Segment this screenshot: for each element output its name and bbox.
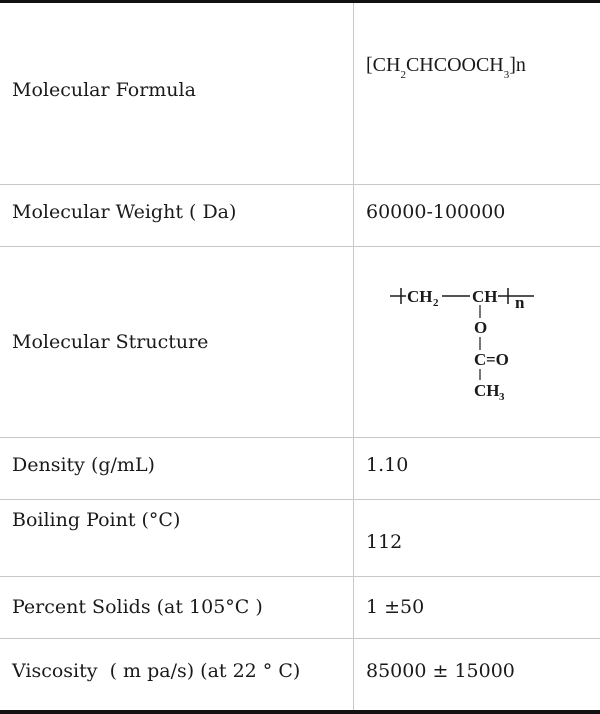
properties-table — [0, 3, 600, 710]
row-label — [0, 437, 354, 499]
row-label-text: Molecular Structure — [12, 330, 209, 353]
table-row-molecular-weight — [0, 184, 600, 246]
formula-subscript: 2 — [400, 68, 406, 81]
row-value-text: 1.10 — [366, 454, 409, 476]
row-label-text: Viscosity ( m pa/s) (at 22 ° C) — [12, 660, 301, 683]
row-label — [0, 576, 354, 638]
structure-o: O — [474, 317, 488, 337]
row-label-text: Boiling Point (°C) — [12, 508, 181, 531]
row-value — [354, 638, 600, 710]
table-row-boiling-point — [0, 499, 600, 576]
table-row-percent-solids — [0, 576, 600, 638]
molecular-structure-diagram — [374, 262, 574, 422]
row-value — [354, 437, 600, 499]
row-value — [354, 576, 600, 638]
structure-ch3: CH — [474, 380, 500, 400]
row-label — [0, 499, 354, 576]
structure-ch: CH — [472, 286, 498, 306]
table-row-molecular-structure — [0, 246, 600, 437]
row-label — [0, 184, 354, 246]
structure-ch3-subscript: 3 — [499, 390, 505, 403]
structure-c: C — [474, 349, 487, 369]
molecular-formula — [366, 53, 526, 81]
row-value — [354, 246, 600, 437]
row-label — [0, 246, 354, 437]
row-value-text: 85000 ± 15000 — [366, 660, 515, 683]
row-value-text: 112 — [366, 530, 403, 553]
row-label — [0, 3, 354, 184]
structure-carbonyl-o: =O — [486, 349, 509, 369]
row-value — [354, 499, 600, 576]
row-label-text: Molecular Formula — [12, 79, 196, 102]
row-value-text: 60000-100000 — [366, 201, 506, 223]
structure-ch2: CH — [407, 286, 433, 306]
table-row-viscosity — [0, 638, 600, 710]
table-row-density — [0, 437, 600, 499]
table-bottom-rule — [0, 710, 600, 714]
formula-subscript: 3 — [503, 68, 510, 81]
table-row-molecular-formula — [0, 3, 600, 184]
row-value-text: 1 ±50 — [366, 596, 425, 618]
formula-part: [CH — [366, 53, 401, 76]
row-value — [354, 184, 600, 246]
structure-ch2-subscript: 2 — [433, 296, 439, 309]
row-label-text: Molecular Weight ( Da) — [12, 201, 237, 223]
row-label-text: Density (g/mL) — [12, 454, 155, 476]
structure-n: n — [515, 292, 525, 312]
formula-part: ]n — [509, 53, 526, 76]
row-label-text: Percent Solids (at 105°C ) — [12, 596, 263, 618]
row-value — [354, 3, 600, 184]
row-label — [0, 638, 354, 710]
formula-part: CHCOOCH — [405, 53, 504, 76]
